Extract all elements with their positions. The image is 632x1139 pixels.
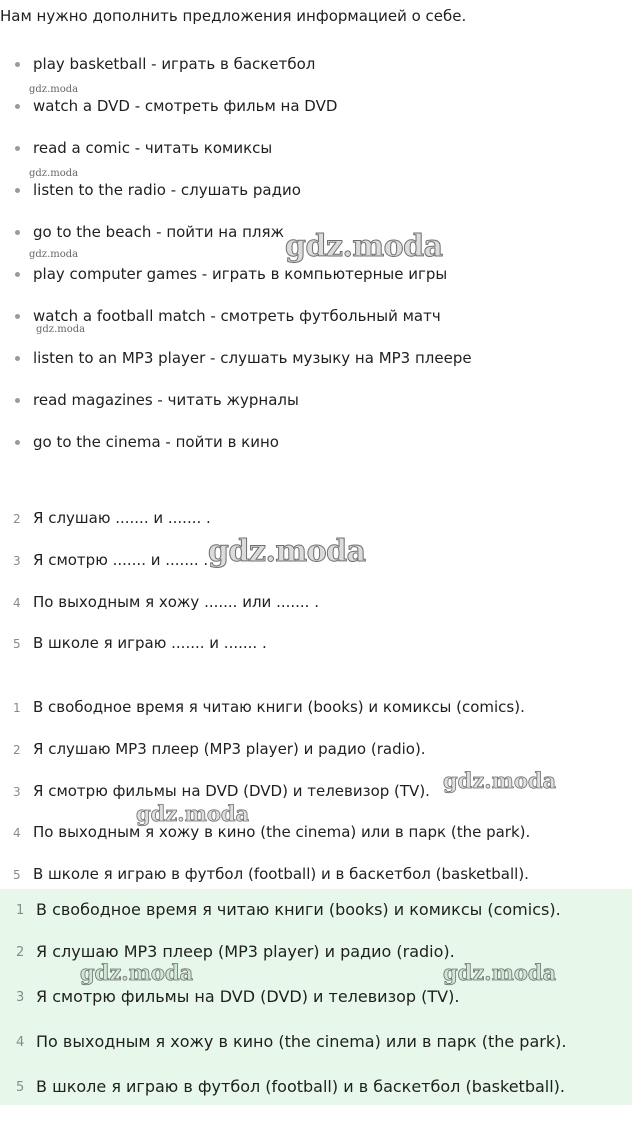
sentence-text: Я смотрю фильмы на DVD (DVD) и телевизор (TV). (36, 987, 460, 1006)
list-item (0, 53, 620, 75)
sentence-number: 4 (13, 596, 21, 610)
sentence-text: По выходным я хожу ....... или ....... . (33, 593, 319, 611)
list-item-text: read magazines - читать журналы (33, 391, 299, 409)
list-item-text: listen to the radio - слушать радио (33, 181, 301, 199)
watermark: gdz.moda (443, 960, 557, 985)
watermark: gdz.moda (29, 168, 79, 179)
list-item (0, 137, 620, 159)
list-item (0, 431, 620, 453)
sentence-text: Я слушаю ....... и ....... . (33, 509, 211, 527)
bullet-icon (15, 188, 20, 193)
list-item-text: watch a football match - смотреть футбольный матч (33, 307, 441, 325)
answer-sentence (0, 985, 620, 1009)
bullet-icon (15, 398, 20, 403)
watermark: gdz.moda (29, 84, 79, 95)
sentence-number: 5 (16, 1080, 25, 1095)
list-item-text: play basketball - играть в баскетбол (33, 55, 316, 73)
list-item (0, 305, 620, 327)
sentence-number: 1 (13, 701, 21, 715)
sentence-number: 4 (16, 1035, 25, 1050)
bullet-icon (15, 272, 20, 277)
answer-sentence (0, 1075, 620, 1099)
answer-sentence (0, 898, 620, 922)
watermark: gdz.moda (285, 229, 443, 264)
sentence-number: 2 (13, 743, 21, 757)
list-item (0, 389, 620, 411)
sentence-number: 3 (13, 785, 21, 799)
answer-box (0, 889, 632, 1105)
sentence-number: 3 (13, 554, 21, 568)
bullet-icon (15, 62, 20, 67)
sentence-text: Я слушаю MP3 плеер (MP3 player) и радио (radio). (36, 942, 455, 961)
bullet-icon (15, 440, 20, 445)
bullet-icon (15, 146, 20, 151)
sentence-number: 4 (13, 826, 21, 840)
watermark: gdz.moda (208, 534, 366, 569)
filled-sentence (0, 863, 620, 885)
list-item-text: go to the beach - пойти на пляж (33, 223, 285, 241)
bullet-icon (15, 314, 20, 319)
sentence-number: 1 (16, 903, 25, 918)
filled-sentence (0, 696, 620, 718)
sentence-text: В школе я играю ....... и ....... . (33, 634, 267, 652)
intro-text: Нам нужно дополнить предложения информацией о себе. (0, 7, 467, 25)
sentence-text: Я слушаю MP3 плеер (MP3 player) и радио (radio). (33, 740, 426, 758)
task-sentence (0, 591, 620, 613)
list-item (0, 263, 620, 285)
sentence-text: Я смотрю ....... и ....... . (33, 551, 209, 569)
sentence-number: 2 (13, 512, 21, 526)
watermark: gdz.moda (443, 768, 557, 793)
watermark: gdz.moda (136, 801, 250, 826)
list-item (0, 179, 620, 201)
bullet-icon (15, 104, 20, 109)
task-sentence (0, 507, 620, 529)
bullet-icon (15, 356, 20, 361)
filled-sentence (0, 738, 620, 760)
bullet-icon (15, 230, 20, 235)
sentence-text: В школе я играю в футбол (football) и в баскетбол (basketball). (36, 1077, 565, 1096)
list-item-text: play computer games - играть в компьютерные игры (33, 265, 448, 283)
filled-sentence (0, 821, 620, 843)
task-sentence (0, 632, 620, 654)
sentence-text: По выходным я хожу в кино (the cinema) или в парк (the park). (36, 1032, 567, 1051)
answer-sentence (0, 1030, 620, 1054)
sentence-number: 5 (13, 868, 21, 882)
sentence-number: 3 (16, 990, 25, 1005)
list-item (0, 347, 620, 369)
list-item-text: go to the cinema - пойти в кино (33, 433, 279, 451)
sentence-text: В школе я играю в футбол (football) и в баскетбол (basketball). (33, 865, 529, 883)
sentence-text: Я смотрю фильмы на DVD (DVD) и телевизор (TV). (33, 782, 430, 800)
sentence-number: 2 (16, 945, 25, 960)
list-item-text: watch a DVD - смотреть фильм на DVD (33, 97, 338, 115)
sentence-text: По выходным я хожу в кино (the cinema) или в парк (the park). (33, 823, 531, 841)
watermark: gdz.moda (80, 960, 194, 985)
list-item-text: listen to an MP3 player - слушать музыку на MP3 плеере (33, 349, 472, 367)
sentence-text: В свободное время я читаю книги (books) и комиксы (comics). (36, 900, 561, 919)
list-item-text: read a comic - читать комиксы (33, 139, 273, 157)
watermark: gdz.moda (36, 324, 86, 335)
sentence-text: В свободное время я читаю книги (books) и комиксы (comics). (33, 698, 525, 716)
list-item (0, 95, 620, 117)
watermark: gdz.moda (29, 249, 79, 260)
sentence-number: 5 (13, 637, 21, 651)
